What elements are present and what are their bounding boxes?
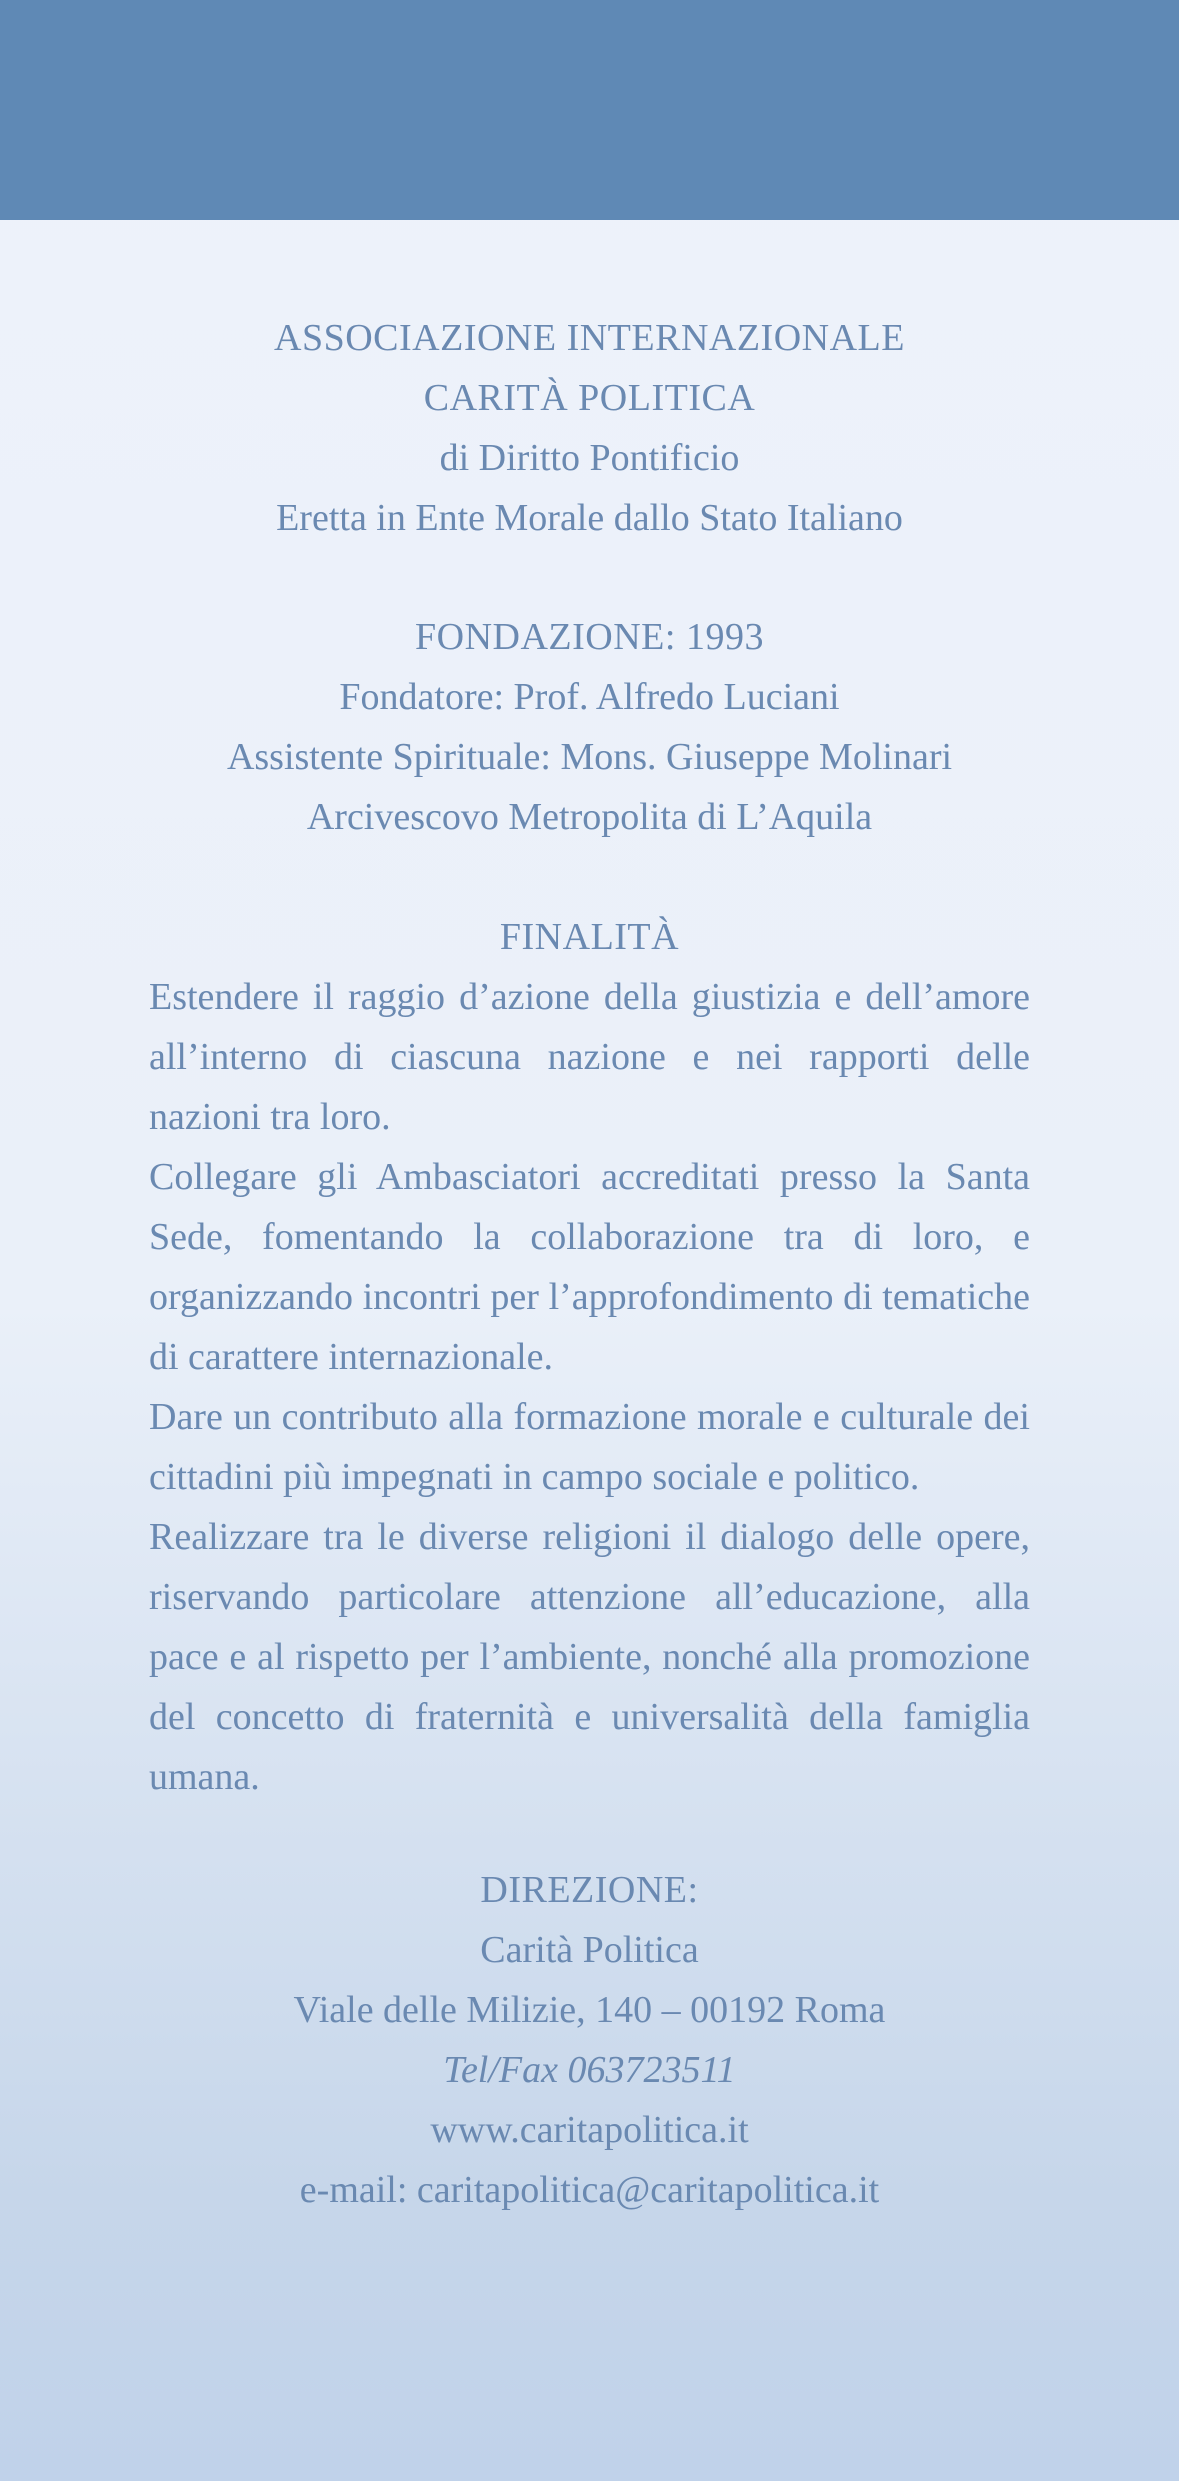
finalita-paragraph: Realizzare tra le diverse religioni il dialogo delle opere, riservando particolare attenzione all’educazione, alla pace e al rispetto per l’ambiente, nonché alla promozione del concetto di fraternità e universalità della famiglia umana. [149,1516,1030,1798]
direzione-address: Viale delle Milizie, 140 – 00192 Roma [293,1989,886,2031]
direzione-website: www.caritapolitica.it [430,2109,749,2151]
association-recognition: Eretta in Ente Morale dallo Stato Italiano [276,497,903,539]
direzione-name: Carità Politica [480,1929,699,1971]
foundation-heading: FONDAZIONE: 1993 [415,616,764,658]
finalita-paragraph: Estendere il raggio d’azione della giustizia e dell’amore all’interno di ciascuna nazione e nei rapporti delle nazioni tra loro. [149,976,1030,1138]
founder-line: Fondatore: Prof. Alfredo Luciani [339,676,840,718]
finalita-paragraph: Collegare gli Ambasciatori accreditati presso la Santa Sede, fomentando la collaborazione tra di loro, e organizzando incontri per l’approfondimento di tematiche di carattere internazionale. [149,1156,1030,1378]
finalita-paragraph: Dare un contributo alla formazione morale e culturale dei cittadini più impegnati in campo sociale e politico. [149,1396,1030,1498]
finalita-heading: FINALITÀ [499,916,680,958]
spiritual-assistant-line: Assistente Spirituale: Mons. Giuseppe Molinari [226,736,953,778]
archbishop-title-line: Arcivescovo Metropolita di L’Aquila [306,796,873,838]
finalita-body [149,967,1030,1807]
direzione-phone: Tel/Fax 063723511 [443,2049,736,2091]
direzione-email: e-mail: caritapolitica@caritapolitica.it [299,2169,880,2211]
association-name-line1: ASSOCIAZIONE INTERNAZIONALE [274,317,905,359]
direzione-heading: DIREZIONE: [480,1869,699,1911]
association-status: di Diritto Pontificio [439,437,740,479]
header-band [0,0,1179,220]
association-name-line2: CARITÀ POLITICA [423,377,756,419]
